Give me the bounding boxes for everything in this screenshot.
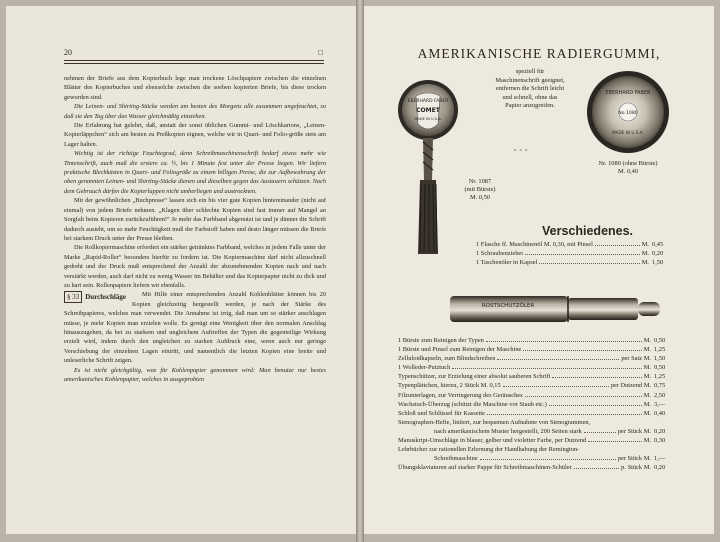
price-list-row xyxy=(398,409,684,418)
price-list-row xyxy=(398,372,684,381)
price-list-row xyxy=(398,336,684,345)
eraser-made-label: MADE IN U.S.A. xyxy=(414,117,442,121)
paragraph: Die Erfahrung hat gelehrt, daß, anstatt der sonst üblichen Gummi- und Löschkartons, „Leinen-Kopierläppchen“ sich am besten zu Preßkopien eignen, welche wir in Quart- und Folio-größe stets am Lager halten. xyxy=(64,122,326,148)
item-price: 0,45 xyxy=(652,241,664,248)
item-unit: M. xyxy=(643,409,651,417)
ornament-dots: ▫ ▫ ▫ xyxy=(514,148,529,154)
dot-leader xyxy=(539,263,639,264)
caption-number: Nr. 1080 (ohne Bürste) xyxy=(598,160,658,167)
dot-leader xyxy=(523,350,641,351)
eraser-made-label: MADE IN U.S.A. xyxy=(612,130,644,135)
item-name: 1 Taschenöler in Kapsel xyxy=(476,259,538,267)
item-unit: p. Stück M. xyxy=(621,464,651,472)
price-list-row xyxy=(398,445,684,454)
dot-leader xyxy=(595,245,640,246)
price-list-row xyxy=(398,391,684,400)
price-list-row xyxy=(398,454,684,463)
dot-leader xyxy=(480,459,616,460)
price-list-row xyxy=(476,249,682,258)
price-list-row xyxy=(398,400,684,409)
eraser-model-label: COMET xyxy=(416,107,440,114)
pocket-oiler-image xyxy=(448,290,664,328)
item-name: Lehrbücher zur rationellen Erlernung der Handhabung der Remington- xyxy=(398,446,580,454)
item-unit: M. xyxy=(641,250,649,258)
caption-number: Nr. 1087 xyxy=(468,178,492,185)
price-list-row xyxy=(398,354,684,363)
eraser-disc-image xyxy=(586,70,670,154)
dot-leader xyxy=(452,368,641,369)
price-list-row xyxy=(398,463,684,472)
item-price: 0,30 xyxy=(654,437,666,445)
price-list-row xyxy=(476,240,682,249)
dot-leader xyxy=(486,341,642,342)
left-page xyxy=(6,6,356,534)
item-unit: M. xyxy=(643,400,651,408)
item-unit: M. xyxy=(641,241,649,248)
dot-leader xyxy=(549,405,642,406)
header-mark: □ xyxy=(318,48,323,57)
item-unit: M. xyxy=(643,337,651,344)
paragraph: Mit Hilfe einer entsprechenden Anzahl Kohlenblätter können bis 20 Kopien gleichzeitig hergestellt werden, je nach der Stärke des Schreibpapieres, welches man verwendet. Die Annahme ist irrig, daß man um so stärker anschlagen müsse, je mehr Kopien man erzielen wolle. Es genügt eine Wenigkeit über den normalen Anschlag hinauszugehen, da bei zu starkem und ungleichem Auftreffen der Typen die gegenteilige Wirkung erzielt wird, indem durch den ungleichen zu starken Aufdruck eine, wenn auch nur geringe Verschiebung der einzelnen Lagen eintritt, und namentlich die letzten Kopien eine breite und unleserliche Schrift zeigen. xyxy=(64,291,326,365)
eraser-brand-label: EBERHARD FABER xyxy=(605,90,651,96)
price-list-row xyxy=(398,381,684,390)
dot-leader xyxy=(525,254,639,255)
item-name: Wachstuch-Überzug (schützt die Maschine vor Staub etc.) xyxy=(398,400,547,408)
left-body-text xyxy=(64,74,326,384)
paragraph-group xyxy=(64,74,326,290)
item-name: Stenographen-Hefte, liniiert, zur bequemen Aufnahme von Stenogrammen, xyxy=(398,418,591,426)
item-name: Zelluloidkapseln, zum Blindschreiben xyxy=(398,355,496,363)
item-name: Übungsklaviaturen auf starker Pappe für Schreibmaschinen-Schüler xyxy=(398,464,572,472)
book-gutter xyxy=(356,0,364,542)
item-price: 1,50 xyxy=(652,259,664,267)
item-unit: per Stück M. xyxy=(617,427,651,435)
caption-price: M. 0,40 xyxy=(617,168,639,175)
item-name: nach amerikanischem Muster hergestellt, 200 Seiten stark xyxy=(434,427,582,435)
section-paragraph-group xyxy=(64,290,326,384)
paragraph: Die Rollkopiermaschine erfordert ein stärker getränktes Farbband, welches in jedem Falle unter der Marke „Rapid-Roller“ besonders hierfür zu fordern ist. Die Kopiermaschine darf nicht allzuschnell gedreht und der Druck muß entsprechend der Anzahl der abzunehmenden Kopien nach und nach verstärkt werden, auch darf nicht zu wenig Wasser im Behälter und das Kopierpapier nicht zu dick und zu hart sein. Rollenpapiere liefern wir ebenfalls. xyxy=(64,244,326,289)
item-unit: M. xyxy=(643,373,651,381)
section-title: Durchschläge xyxy=(85,293,126,302)
right-page xyxy=(364,6,714,534)
brush-icon xyxy=(418,138,438,254)
dot-leader xyxy=(487,414,642,415)
item-name: Typenplättchen, hierzu, 2 Stück M. 0,15 xyxy=(398,382,501,390)
dot-leader xyxy=(497,359,619,360)
eraser-left-caption xyxy=(456,178,504,202)
item-price: 0,20 xyxy=(654,427,666,435)
eraser-with-brush-image xyxy=(396,68,460,258)
item-unit: M. xyxy=(643,437,651,445)
item-price: 1,50 xyxy=(654,355,666,363)
item-price: 0,20 xyxy=(654,464,666,472)
item-price: 2,50 xyxy=(654,391,666,399)
price-list-row xyxy=(476,258,682,267)
item-unit: M. xyxy=(641,259,649,267)
section-number: § 33 xyxy=(64,291,82,303)
item-name: 1 Bürste zum Reinigen der Typen xyxy=(398,337,484,344)
item-name: Schloß und Schlüssel für Kassette xyxy=(398,409,485,417)
eraser-description: speziell für Maschinenschrift geeignet, entfernen die Schrift leicht und schnell, ohne das Papier anzugreifen. xyxy=(495,68,565,110)
price-list-row xyxy=(398,345,684,354)
price-list-a xyxy=(476,240,682,268)
item-unit: M. xyxy=(643,364,651,372)
dot-leader xyxy=(574,468,619,469)
eraser-brand-label: EBERHARD FABER xyxy=(407,99,449,104)
caption-price: M. 0,50 xyxy=(469,194,491,201)
dot-leader xyxy=(584,432,616,433)
item-name: 1 Bürste und Pinsel zum Reinigen der Maschine xyxy=(398,346,522,354)
price-list-row xyxy=(398,427,684,436)
dot-leader xyxy=(525,396,642,397)
item-name: Manuskript-Umschläge in blauer, gelber und violetter Farbe, per Dutzend xyxy=(398,437,587,445)
item-price: 0,40 xyxy=(654,409,666,417)
oiler-label: ROSTSCHUTZÖLER xyxy=(481,303,535,309)
item-unit: M. xyxy=(643,391,651,399)
paragraph: Mit der gewöhnlichen „Buchpresse“ lassen sich ein bis vier gute Kopien hintereinander (nicht auf einmal) von jedem Briefe nehmen. „Klagen über schlechte Kopien sind fast immer auf Mangel an Sorgfalt beim Kopieren zurückzuführen!“ Je mehr das Farbband abgenutzt ist und je dünner die Schrift dadurch ausieht, um so mehr Feuchtigkeit muß der Farbstoff haben und desto länger müssen die Briefe bei starkem Druck unter der Presse bleiben. xyxy=(64,197,326,242)
price-list-row xyxy=(398,363,684,372)
paragraph: Es ist nicht gleichgültig, was für Kohlenpapier genommen wird: Man benutze nur bestes amerikanisches Kohlenpapier, welches in ausgeprobten xyxy=(64,366,326,383)
price-list-b xyxy=(398,336,684,472)
section-heading xyxy=(64,293,126,302)
eraser-right-caption xyxy=(576,160,680,176)
paragraph: Wichtig ist der richtige Feuchtegrad, denn Schreibmaschinenschrift bedarf etwas mehr wie Tintenschrift, auch muß die erstere ca. ½, bis 1 Minute fest unter der Presse liegen. Wir liefern praktische Blechkästen in Quart- und Foliogröße zu einem billigen Preise, die zur Aufbewahrung der oben genannten Leinen- und Shirting-Stücke dienen und dieselben gegen das Austauern schützen. Nach dem Gebrauch dürfen die Kopierlappen nicht umherliegen und austrocknen. xyxy=(64,150,326,195)
header-rule xyxy=(64,60,324,61)
page-number: 20 xyxy=(64,48,72,57)
price-list-row xyxy=(398,436,684,445)
eraser-model-label: No 1080 xyxy=(618,111,638,116)
section-subhead: Verschiedenes. xyxy=(542,224,634,238)
paragraph: Die Leinen- und Shirting-Stücke werden am besten des Morgens alle zusammen angefeuchtet, so daß sie den Tag über das Wasser gleichmäßig einziehen. xyxy=(64,103,326,120)
item-price: 0,50 xyxy=(654,337,666,344)
item-price: 1,25 xyxy=(654,346,666,354)
oiler-icon xyxy=(450,296,660,322)
caption-detail: (mit Bürste) xyxy=(464,186,496,193)
price-list-row xyxy=(398,418,684,427)
item-name: Typenschützer, zur Erzielung einer absolut sauberen Schrift xyxy=(398,373,551,381)
item-unit: per Satz M. xyxy=(621,355,651,363)
item-name: 1 Schraubenzieher xyxy=(476,250,524,258)
dot-leader xyxy=(503,386,609,387)
item-name: 1 Wolleder-Putztuch xyxy=(398,364,451,372)
item-price: 0,50 xyxy=(654,364,666,372)
header-rule xyxy=(64,63,324,64)
item-unit: per Dutzend M. xyxy=(610,382,651,390)
item-unit: per Stück M. xyxy=(617,455,651,463)
dot-leader xyxy=(588,441,642,442)
catalog-title: AMERIKANISCHE RADIERGUMMI, xyxy=(417,46,661,61)
dot-leader xyxy=(552,377,641,378)
item-name: Filzunterlagen, zur Verringerung des Geräusches xyxy=(398,391,523,399)
item-name: Schreibmaschine xyxy=(434,455,478,463)
item-price: 3,— xyxy=(654,400,666,408)
item-name: 1 Flasche ff. Maschinenöl M. 0,30, mit Pinsel xyxy=(476,241,593,248)
paragraph: nehmen der Briefe aus dem Kopierbuch lege man trockene Löschpapiere zwischen die einzelnen Blätter des Kopierbuches und ebensolche zwischen die soeben kopierten Briefe, bis diese trocken geworden sind. xyxy=(64,75,326,101)
item-price: 0,75 xyxy=(654,382,666,390)
item-price: 0,20 xyxy=(652,250,664,258)
item-unit: M. xyxy=(643,346,651,354)
item-price: 1,25 xyxy=(654,373,666,381)
item-price: 1,— xyxy=(654,455,666,463)
